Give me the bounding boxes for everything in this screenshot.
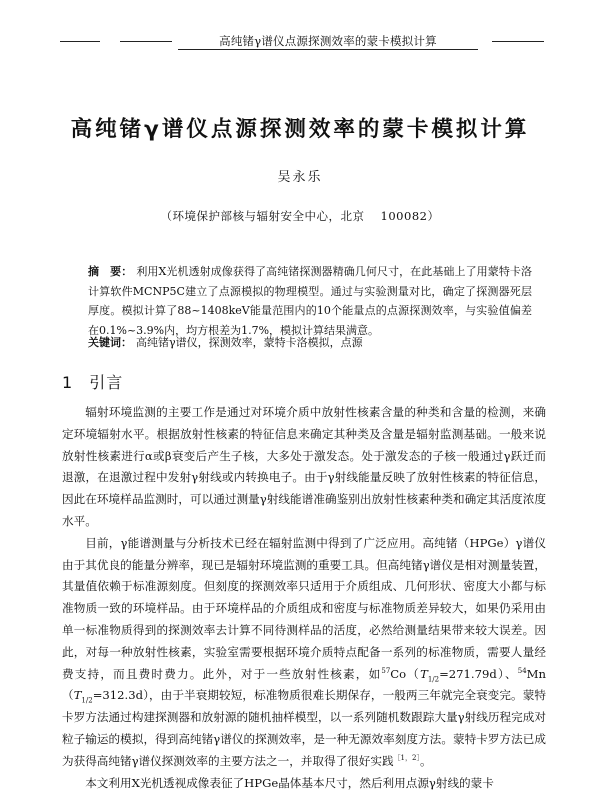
running-header xyxy=(60,30,544,50)
citation: ［1，2］ xyxy=(393,753,420,762)
header-rule xyxy=(492,41,544,42)
affiliation xyxy=(0,208,600,224)
affiliation-org: （环境保护部核与辐射安全中心，北京 xyxy=(160,209,365,223)
abstract-label: 摘 要： xyxy=(88,265,133,278)
header-rule xyxy=(178,49,478,50)
section-number: 1 xyxy=(62,373,74,392)
header-rule xyxy=(120,41,172,42)
body-text xyxy=(62,402,546,794)
paragraph: 辐射环境监测的主要工作是通过对环境介质中放射性核素含量的种类和含量的检测，来确定环境辐射水平。根据放射性核素的特征信息来确定其种类及含量是辐射监测基础。一般来说放射性核素进行α或β衰变后产生子核，大多处于激发态。处于激发态的子核一般通过γ跃迁而退激，在退激过程中发射γ射线或内转换电子。由于γ射线能量反映了放射性核素的特征信息，因此在环境样品监测时，可以通过测量γ射线能谱准确鉴别出放射性核素种类和确定其活度浓度水平。 xyxy=(62,405,546,528)
paragraph: 本文利用X光机透视成像表征了HPGe晶体基本尺寸，然后利用点源γ射线的蒙卡 xyxy=(85,775,494,790)
keywords xyxy=(88,334,532,350)
affiliation-zip: 100082） xyxy=(380,209,440,223)
header-rule xyxy=(60,41,100,42)
keywords-text: 高纯锗γ谱仪，探测效率，蒙特卡洛模拟，点源 xyxy=(136,336,363,349)
author: 吴永乐 xyxy=(277,170,323,185)
abstract xyxy=(88,262,532,340)
keywords-label: 关键词： xyxy=(88,336,132,349)
running-title: 高纯锗γ谱仪点源探测效率的蒙卡模拟计算 xyxy=(219,34,437,48)
abstract-text: 利用X光机透射成像获得了高纯锗探测器精确几何尺寸，在此基础上了用蒙特卡洛计算软件MCNP5C建立了点源模拟的物理模型。通过与实验测量对比，确定了探测器死层厚度。模拟计算了88~1408keV能量范围内的10个能量点的点源探测效率，与实验值偏差在0.1%~3.9%内，均方根差为1.7%，模拟计算结果满意。 xyxy=(88,265,532,337)
section-title: 引言 xyxy=(89,373,124,392)
paragraph: 目前，γ能谱测量与分析技术已经在辐射监测中得到了广泛应用。高纯锗（HPGe）γ谱仪由于其优良的能量分辨率，现已是辐射环境监测的重要工具。但高纯锗γ谱仪是相对测量装置，其量值依赖于标准源刻度。但刻度的探测效率只适用于介质组成、几何形状、密度大小都与标准物质一致的环境样品。由于环境样品的介质组成和密度与标准物质差异较大，如果仍采用由单一标准物质得到的探测效率去计算不同待测样品的活度，必然给测量结果带来较大误差。因此，对每一种放射性核素，实验室需要根据环境介质特点配备一系列的标准物质，需要人量经费支持，而且费时费力。此外，对于一些放射性核素，如$^{57}Co(T_{1/2}=271.79d)$、$^{54}Mn(T_{1/2}=312.3d)$，由于半衰期较短，标准物质很难长期保存，一般两三年就完全衰变完。蒙特卡罗方法通过构建探测器和放射源的随机抽样模型，以一系列随机数跟踪大量γ射线历程完成对粒子输运的模拟，得到高纯锗γ谱仪的探测效率，是一种无源效率刻度方法。蒙特卡罗方法已成为获得高纯锗γ谱仪探测效率的主要方法之一，并取得了很好实践$^{[1,2]}$。 xyxy=(62,535,546,768)
paper-title: 高纯锗γ谱仪点源探测效率的蒙卡模拟计算 xyxy=(70,117,530,142)
section-heading xyxy=(62,370,123,393)
